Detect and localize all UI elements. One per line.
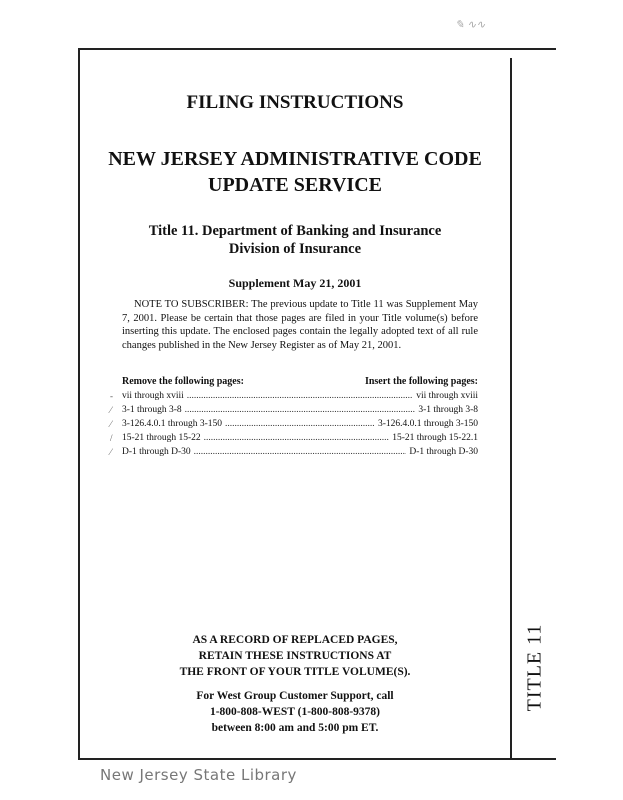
record-notice-line3: THE FRONT OF YOUR TITLE VOLUME(S). xyxy=(179,666,411,678)
insert-header: Insert the following pages: xyxy=(364,376,478,387)
leader-dots xyxy=(187,391,414,401)
record-notice-line1: AS A RECORD OF REPLACED PAGES, xyxy=(192,634,398,646)
filing-instructions-heading: FILING INSTRUCTIONS xyxy=(186,92,404,113)
leader-dots xyxy=(225,419,375,429)
title-division: Division of Insurance xyxy=(228,241,362,257)
leader-dots xyxy=(185,405,416,415)
record-notice xyxy=(80,632,510,680)
list-item xyxy=(110,433,478,447)
subscriber-note xyxy=(122,298,478,352)
leader-dots xyxy=(194,447,407,457)
handwritten-mark: ✎ ∿∿ xyxy=(455,19,486,31)
check-mark-icon: / xyxy=(110,433,113,443)
title-department: Title 11. Department of Banking and Insurance xyxy=(148,223,442,239)
insert-pages: 3-126.4.0.1 through 3-150 xyxy=(377,419,478,429)
list-item xyxy=(110,447,478,461)
remove-pages: vii through xviii xyxy=(122,391,184,401)
list-item xyxy=(110,391,478,405)
code-title xyxy=(80,146,510,198)
insert-pages: 15-21 through 15-22.1 xyxy=(392,433,478,443)
subscriber-note-text: NOTE TO SUBSCRIBER: The previous update to Title 11 was Supplement May 7, 2001. Please be certain that those pages are filed in your Title volume(s) before inserting this update. The enclosed pages contain the legally adopted text of all rule changes published in the New Jersey Register as of May 21, 2001. xyxy=(122,299,478,351)
check-mark-icon: ⁄ xyxy=(110,447,112,457)
support-phone: 1-800-808-WEST (1-800-808-9378) xyxy=(209,706,381,718)
remove-header: Remove the following pages: xyxy=(122,376,244,387)
title-tab xyxy=(517,612,553,722)
customer-support xyxy=(80,688,510,736)
insert-pages: D-1 through D-30 xyxy=(409,447,478,457)
record-notice-line2: RETAIN THESE INSTRUCTIONS AT xyxy=(198,650,392,662)
remove-pages: 3-126.4.0.1 through 3-150 xyxy=(122,419,223,429)
remove-pages: 15-21 through 15-22 xyxy=(122,433,201,443)
supplement-date: Supplement May 21, 2001 xyxy=(228,276,362,290)
code-title-line2: UPDATE SERVICE xyxy=(208,174,382,196)
remove-pages: 3-1 through 3-8 xyxy=(122,405,182,415)
insert-pages: vii through xviii xyxy=(416,391,478,401)
list-item xyxy=(110,405,478,419)
remove-pages: D-1 through D-30 xyxy=(122,447,191,457)
check-mark-icon: ‐ xyxy=(110,391,113,401)
leader-dots xyxy=(204,433,390,443)
title-tab-label: TITLE 11 xyxy=(523,623,546,711)
column-headers xyxy=(122,376,478,387)
support-hours: between 8:00 am and 5:00 pm ET. xyxy=(211,722,379,734)
list-item xyxy=(110,419,478,433)
library-stamp: New Jersey State Library xyxy=(100,766,297,784)
check-mark-icon: ⁄ xyxy=(110,405,112,415)
insert-pages: 3-1 through 3-8 xyxy=(418,405,478,415)
check-mark-icon: ⁄ xyxy=(110,419,112,429)
title-block xyxy=(80,222,510,258)
support-line1: For West Group Customer Support, call xyxy=(196,690,394,702)
code-title-line1: NEW JERSEY ADMINISTRATIVE CODE xyxy=(108,148,482,170)
page-list xyxy=(110,391,478,461)
